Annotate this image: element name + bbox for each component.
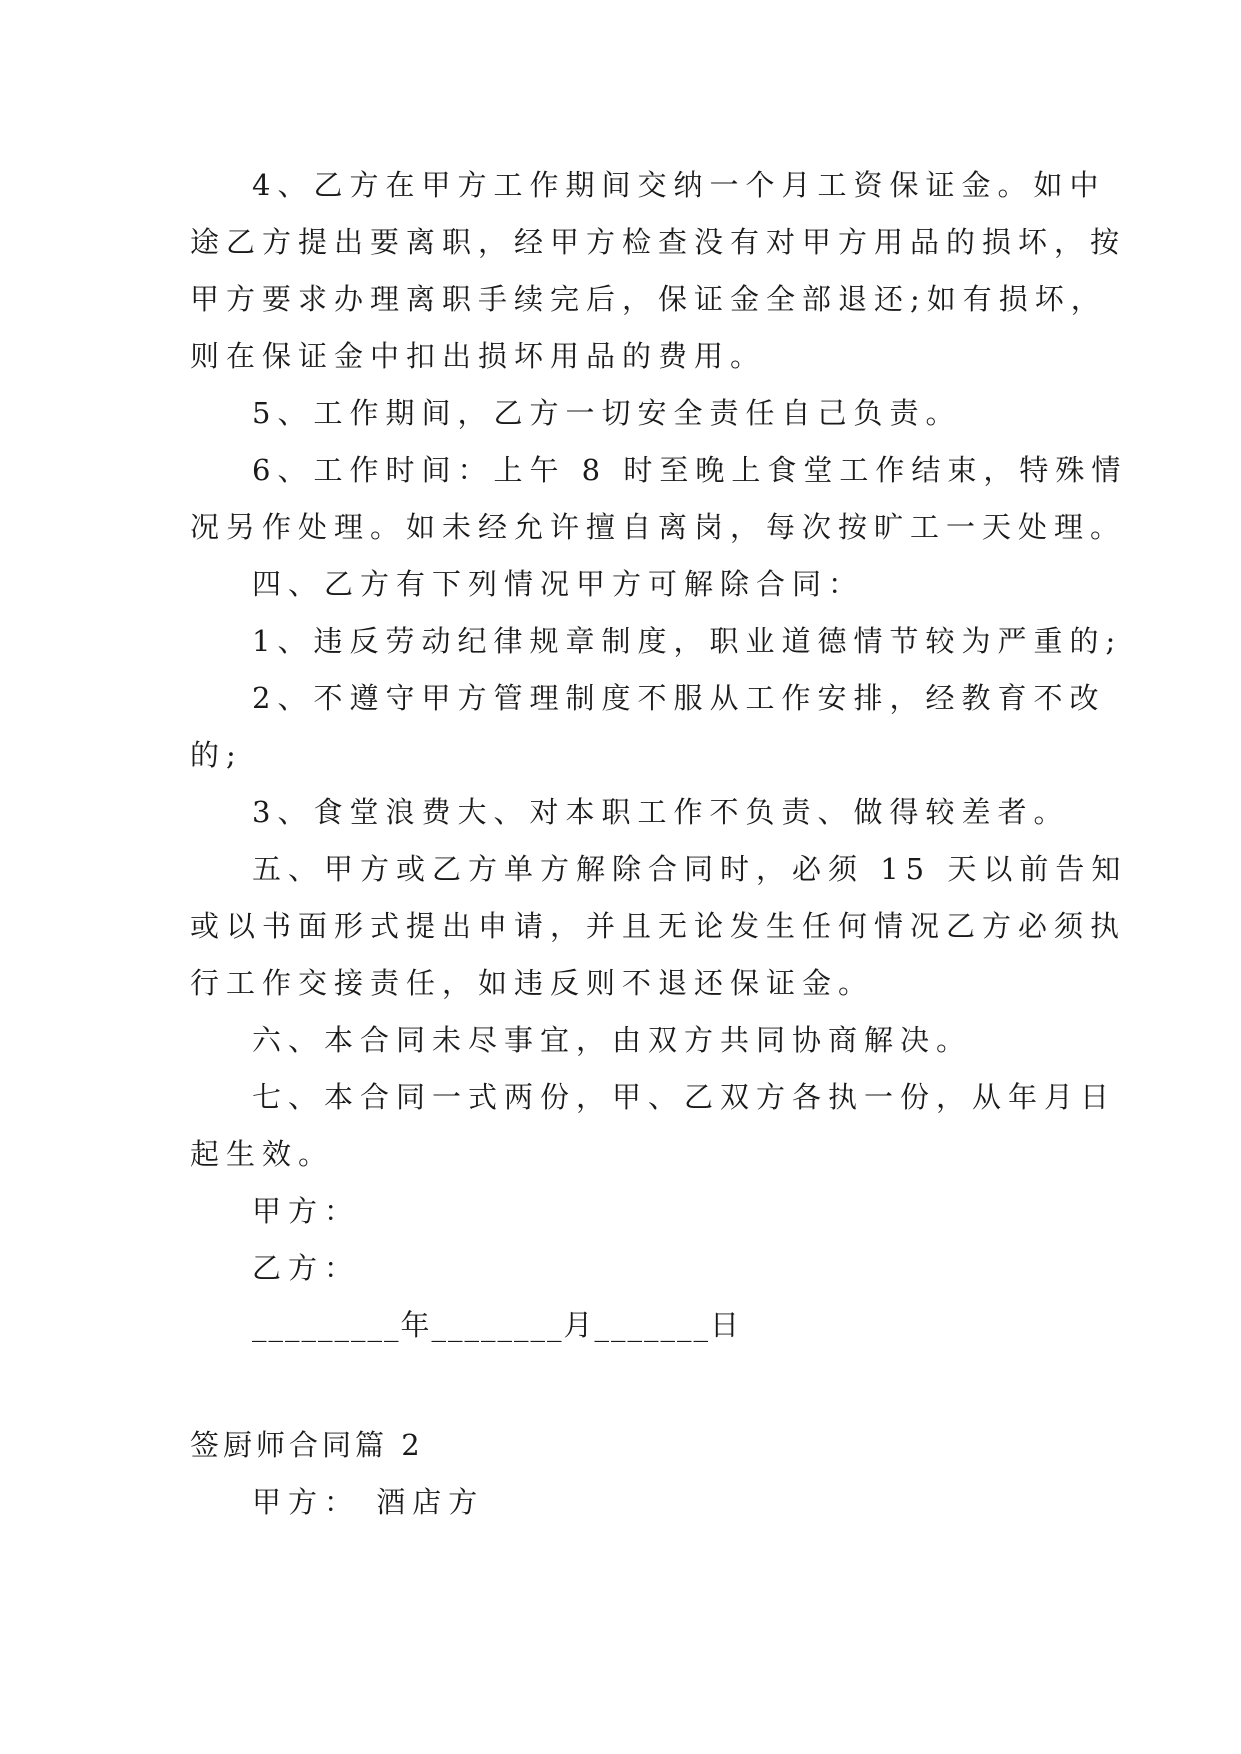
date-line: _________年________月_______日 (252, 1308, 742, 1342)
section-5-line-3: 行工作交接责任，如违反则不退还保证金。 (190, 966, 875, 1000)
clause-4-line-2: 途乙方提出要离职，经甲方检查没有对甲方用品的损坏，按 (190, 225, 1127, 259)
section-7-line-2: 起生效。 (190, 1137, 335, 1171)
clause-5: 5、工作期间，乙方一切安全责任自己负责。 (252, 396, 962, 430)
section-5-line-2: 或以书面形式提出申请，并且无论发生任何情况乙方必须执 (190, 909, 1127, 943)
party-b-signature: 乙方： (252, 1251, 361, 1285)
party-a-signature: 甲方： (252, 1194, 361, 1228)
section-7-line-1: 七、本合同一式两份，甲、乙双方各执一份，从年月日 (252, 1080, 1117, 1114)
clause-4-line-4: 则在保证金中扣出损坏用品的费用。 (190, 339, 767, 373)
section-4-heading: 四、乙方有下列情况甲方可解除合同： (252, 567, 865, 601)
section-4-item-3: 3、食堂浪费大、对本职工作不负责、做得较差者。 (252, 795, 1070, 829)
clause-4-line-1: 4、乙方在甲方工作期间交纳一个月工资保证金。如中 (252, 168, 1106, 202)
section-4-item-1: 1、违反劳动纪律规章制度，职业道德情节较为严重的; (252, 624, 1123, 658)
section-4-item-2-line-2: 的; (190, 738, 243, 772)
party-a-hotel: 甲方： 酒店方 (252, 1485, 485, 1519)
clause-6-line-2: 况另作处理。如未经允许擅自离岗，每次按旷工一天处理。 (190, 510, 1127, 544)
section-4-item-2-line-1: 2、不遵守甲方管理制度不服从工作安排，经教育不改 (252, 681, 1106, 715)
clause-4-line-3: 甲方要求办理离职手续完后，保证金全部退还;如有损坏， (190, 282, 1107, 316)
clause-6-line-1: 6、工作时间：上午 8 时至晚上食堂工作结束，特殊情 (252, 453, 1128, 487)
section-6: 六、本合同未尽事宜，由双方共同协商解决。 (252, 1023, 973, 1057)
section-5-line-1: 五、甲方或乙方单方解除合同时，必须 15 天以前告知 (252, 852, 1128, 886)
section-title: 签厨师合同篇 2 (190, 1428, 424, 1462)
